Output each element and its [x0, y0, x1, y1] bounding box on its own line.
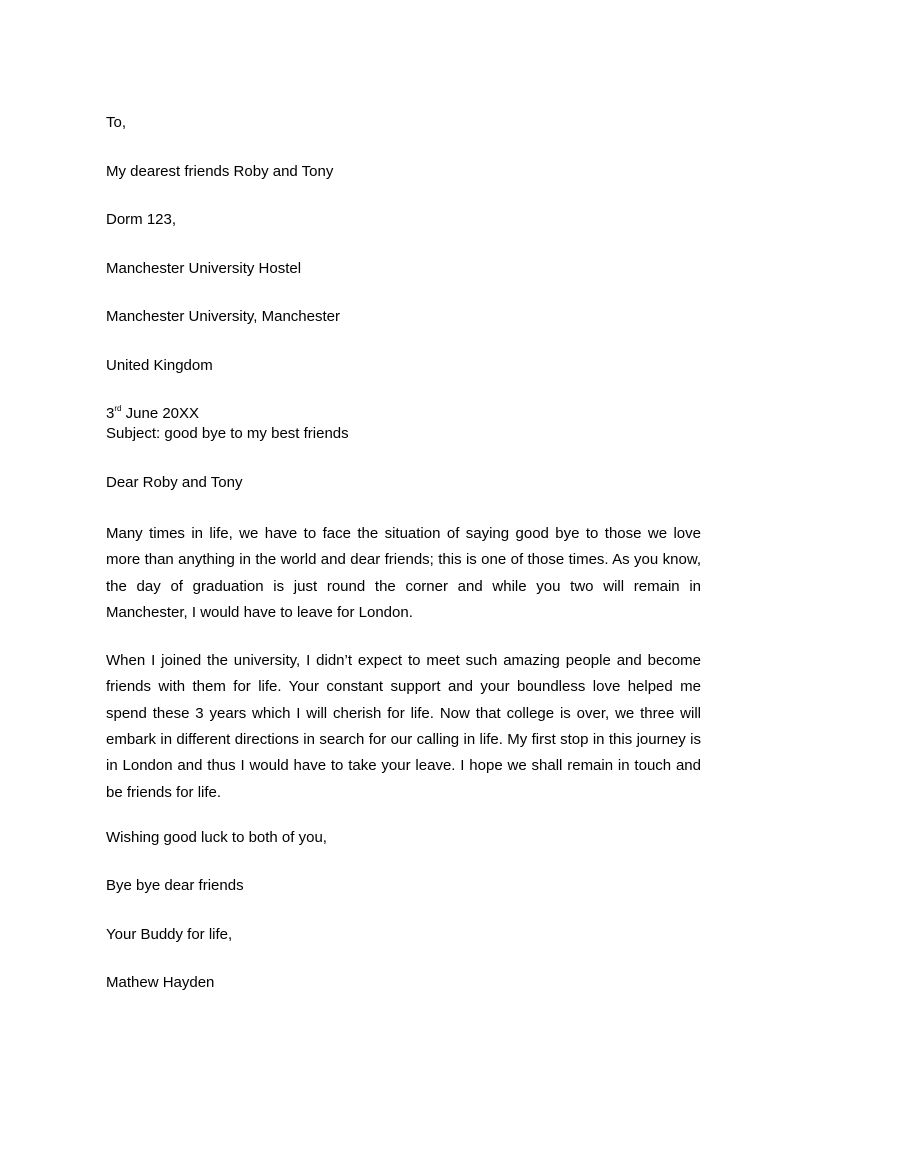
closing-line: Your Buddy for life,: [106, 925, 233, 943]
subject-line: Subject: good bye to my best friends: [106, 425, 349, 442]
closing-line: Wishing good luck to both of you,: [106, 828, 327, 846]
signature: Mathew Hayden: [106, 974, 215, 992]
address-line: Manchester University Hostel: [106, 259, 302, 277]
date-ordinal-suffix: rd: [114, 404, 122, 413]
greeting-line: Dear Roby and Tony: [106, 473, 243, 491]
address-line: Dorm 123,: [106, 211, 177, 228]
body-paragraph: When I joined the university, I didn’t expect to meet such amazing people and become friends with them for life. Your constant support and your boundless love helped me spend these 3 years which I will cherish for life. Now that college is over, we three will embark in different directions in search for our calling in life. My first stop in this journey is in London and thus I would have to take your leave. I hope we shall remain in touch and be friends for life.: [106, 652, 701, 801]
recipient-line: My dearest friends Roby and Tony: [106, 162, 334, 180]
closing-line: Bye bye dear friends: [106, 877, 244, 895]
letter-body: [106, 113, 701, 993]
date-day: 3: [106, 405, 115, 422]
address-line: United Kingdom: [106, 356, 213, 374]
date-rest: June 20XX: [121, 405, 200, 422]
address-line: Manchester University, Manchester: [106, 308, 340, 325]
salutation-to: To,: [106, 114, 127, 131]
body-paragraph: Many times in life, we have to face the situation of saying good bye to those we love more than anything in the world and dear friends; this is one of those times. As you know, the day of graduation is just round the corner and while you two will remain in Manchester, I would have to leave for London.: [106, 525, 701, 621]
date-line: [106, 404, 701, 424]
